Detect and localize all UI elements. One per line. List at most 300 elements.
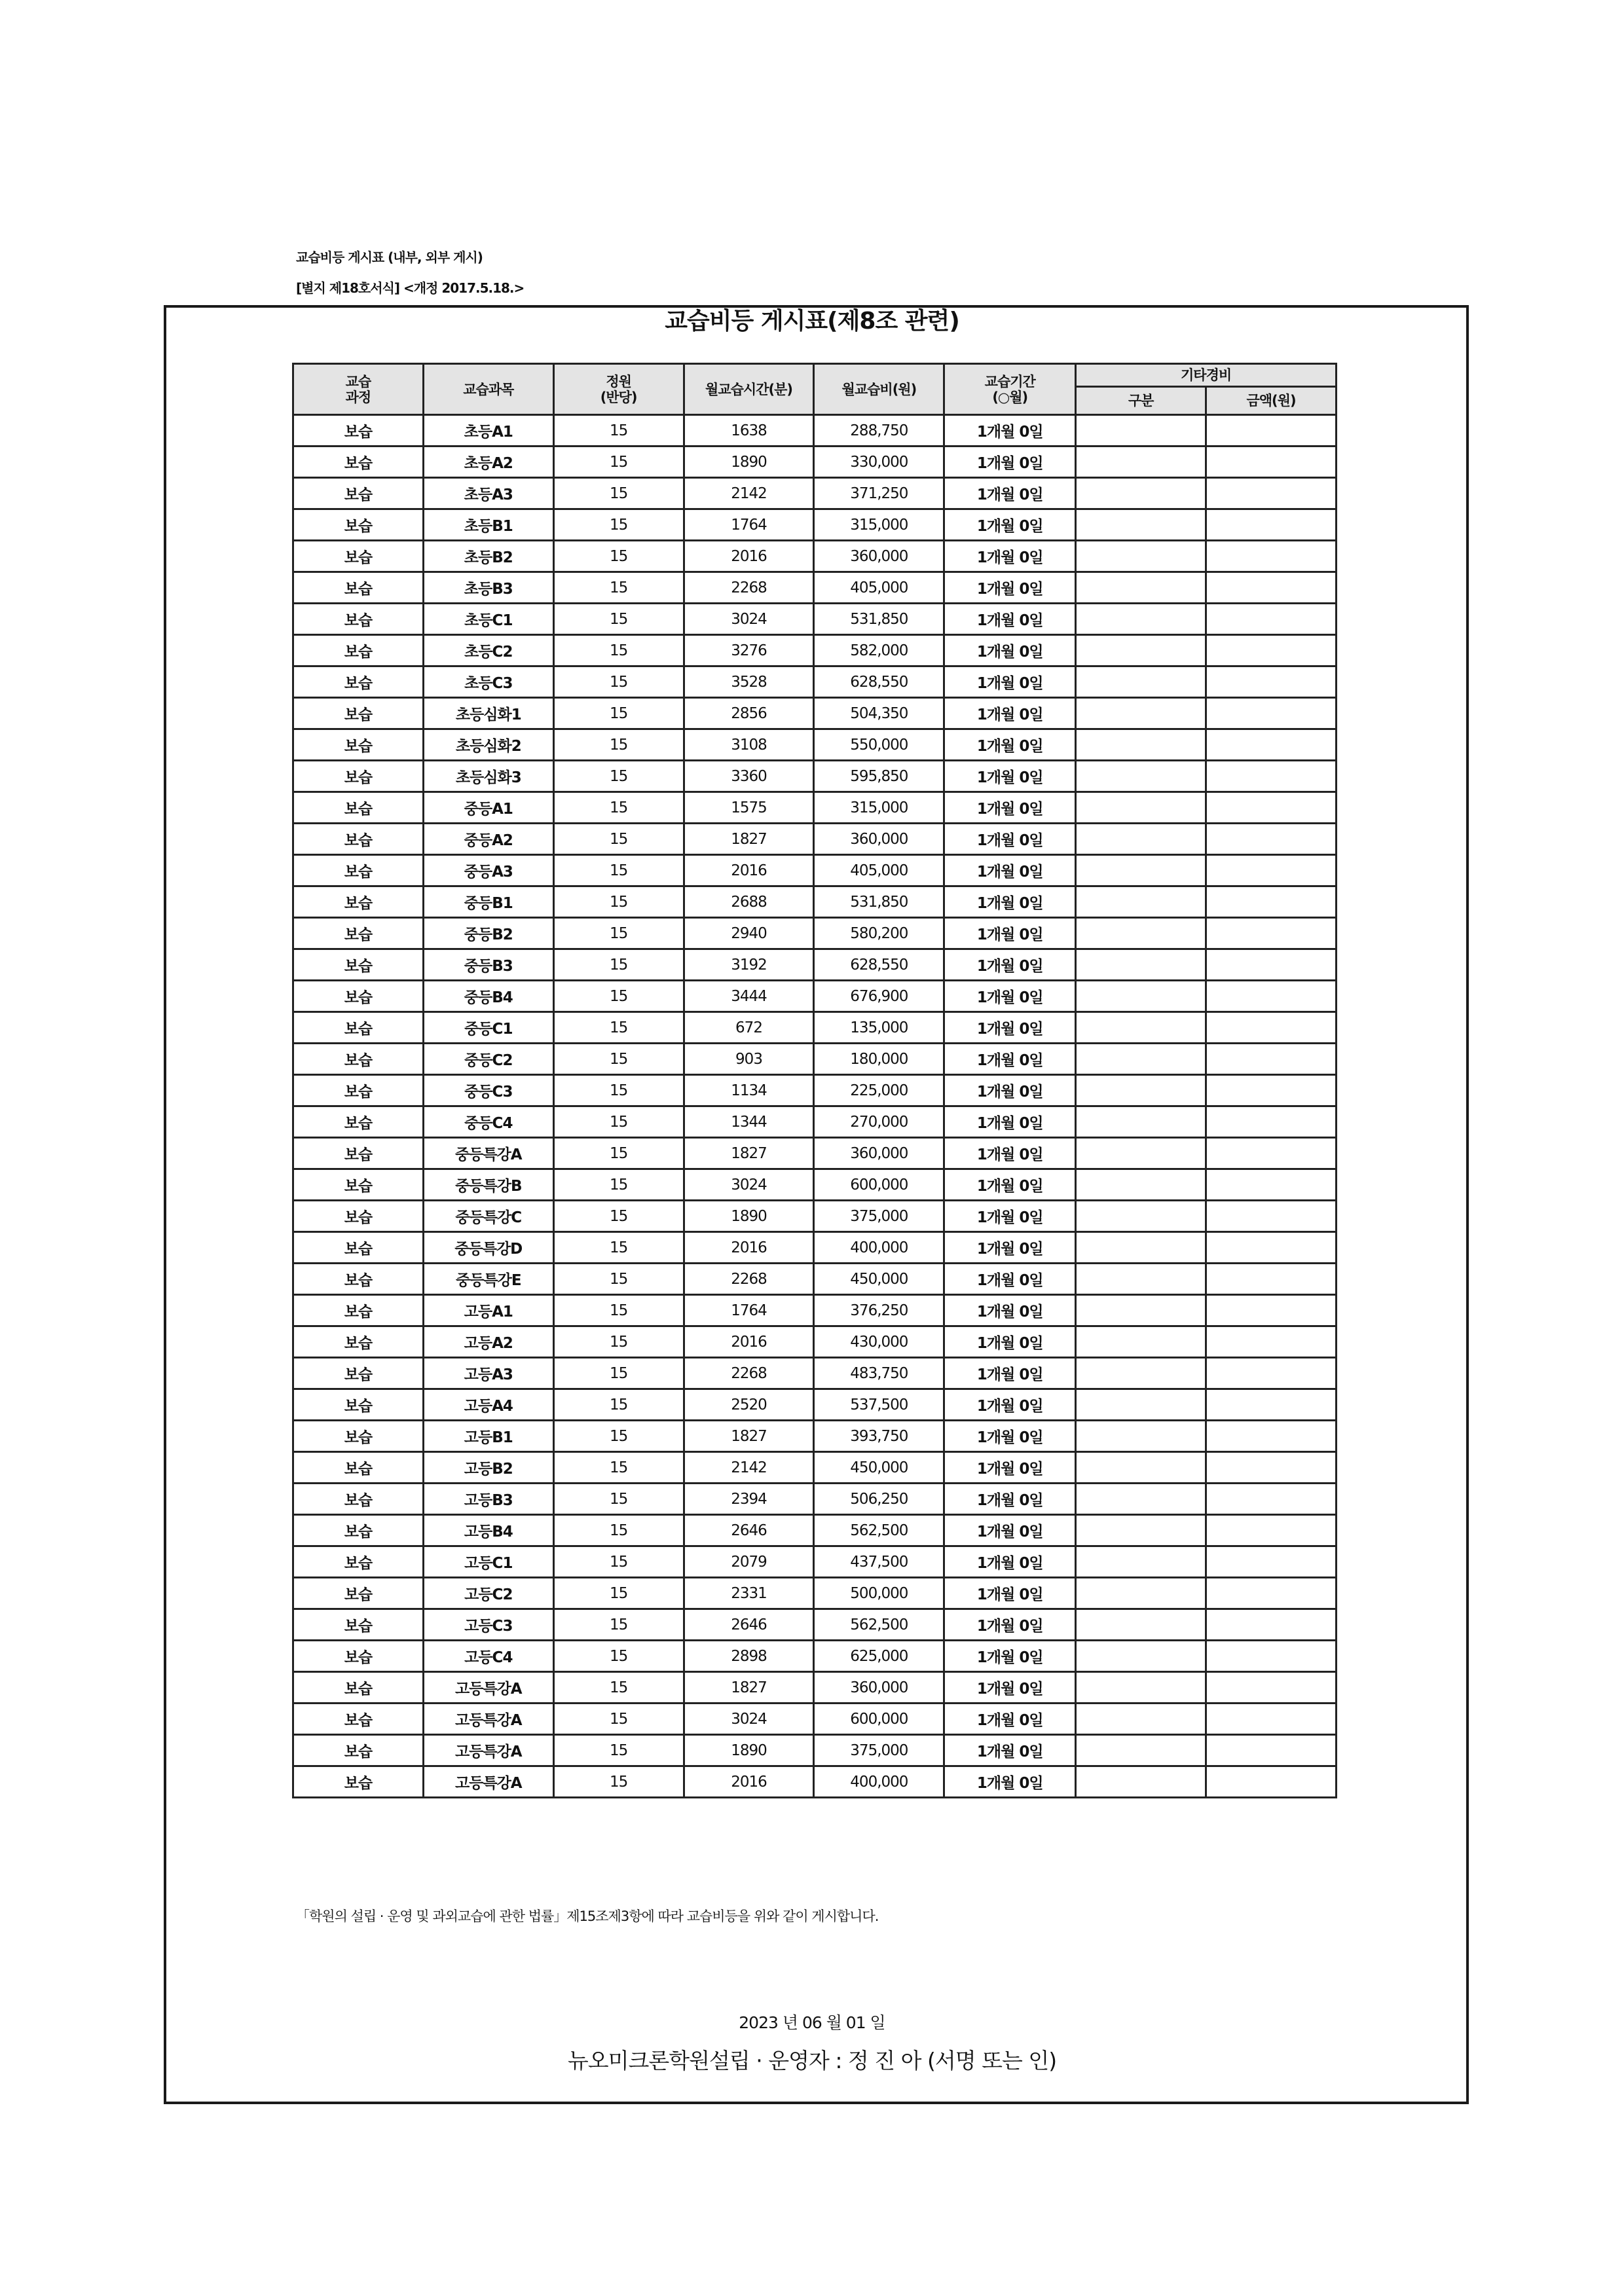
cell-period: 1개월 0일 <box>944 886 1076 918</box>
cell-other-amount <box>1206 1609 1337 1641</box>
cell-capacity: 15 <box>553 1358 684 1389</box>
cell-monthly-fee: 315,000 <box>814 792 944 824</box>
cell-subject: 중등B2 <box>423 918 553 949</box>
table-row <box>293 855 1337 886</box>
table-row <box>293 1578 1337 1609</box>
cell-other-amount <box>1206 1044 1337 1075</box>
cell-monthly-minutes: 2016 <box>684 1326 814 1358</box>
cell-other-category <box>1076 1766 1206 1798</box>
cell-subject: 초등A2 <box>423 446 553 478</box>
cell-process: 보습 <box>293 981 424 1012</box>
cell-monthly-minutes: 1134 <box>684 1075 814 1106</box>
cell-monthly-fee: 500,000 <box>814 1578 944 1609</box>
fee-table <box>292 363 1337 1798</box>
cell-other-category <box>1076 855 1206 886</box>
table-row <box>293 1641 1337 1672</box>
cell-other-amount <box>1206 541 1337 572</box>
table-row <box>293 1326 1337 1358</box>
cell-process: 보습 <box>293 1704 424 1735</box>
cell-monthly-fee: 360,000 <box>814 1138 944 1169</box>
cell-capacity: 15 <box>553 1201 684 1232</box>
cell-monthly-minutes: 2268 <box>684 1264 814 1295</box>
cell-process: 보습 <box>293 1421 424 1452</box>
cell-other-category <box>1076 1295 1206 1326</box>
cell-subject: 초등A1 <box>423 415 553 446</box>
cell-monthly-minutes: 3276 <box>684 635 814 666</box>
cell-monthly-minutes: 2394 <box>684 1484 814 1515</box>
cell-subject: 초등B3 <box>423 572 553 604</box>
cell-monthly-fee: 375,000 <box>814 1201 944 1232</box>
cell-capacity: 15 <box>553 509 684 541</box>
cell-period: 1개월 0일 <box>944 446 1076 478</box>
cell-other-amount <box>1206 509 1337 541</box>
table-row <box>293 1169 1337 1201</box>
cell-period: 1개월 0일 <box>944 666 1076 698</box>
table-row <box>293 1546 1337 1578</box>
table-row <box>293 446 1337 478</box>
cell-period: 1개월 0일 <box>944 1515 1076 1546</box>
cell-other-amount <box>1206 1766 1337 1798</box>
cell-other-category <box>1076 792 1206 824</box>
cell-subject: 초등C3 <box>423 666 553 698</box>
cell-subject: 중등특강B <box>423 1169 553 1201</box>
cell-period: 1개월 0일 <box>944 415 1076 446</box>
cell-capacity: 15 <box>553 635 684 666</box>
cell-capacity: 15 <box>553 1578 684 1609</box>
cell-other-category <box>1076 886 1206 918</box>
cell-other-category <box>1076 1106 1206 1138</box>
cell-other-amount <box>1206 981 1337 1012</box>
document-pre-title: 교습비등 게시표 (내부, 외부 게시) <box>296 249 483 265</box>
cell-other-amount <box>1206 1201 1337 1232</box>
form-reference: [별지 제18호서식] <개정 2017.5.18.> <box>296 280 525 296</box>
cell-process: 보습 <box>293 1264 424 1295</box>
cell-capacity: 15 <box>553 1484 684 1515</box>
table-row <box>293 478 1337 509</box>
cell-monthly-minutes: 2331 <box>684 1578 814 1609</box>
cell-capacity: 15 <box>553 1232 684 1264</box>
table-row <box>293 824 1337 855</box>
cell-other-amount <box>1206 604 1337 635</box>
table-row <box>293 1609 1337 1641</box>
cell-monthly-fee: 676,900 <box>814 981 944 1012</box>
cell-other-category <box>1076 446 1206 478</box>
cell-subject: 고등특강A <box>423 1672 553 1704</box>
cell-monthly-fee: 504,350 <box>814 698 944 729</box>
cell-other-category <box>1076 1075 1206 1106</box>
cell-period: 1개월 0일 <box>944 1295 1076 1326</box>
col-header-other-expenses <box>1076 364 1337 387</box>
col-header-period-label: 교습기간 (○월) <box>984 373 1035 405</box>
cell-subject: 고등C3 <box>423 1609 553 1641</box>
cell-capacity: 15 <box>553 666 684 698</box>
cell-other-amount <box>1206 918 1337 949</box>
cell-capacity: 15 <box>553 1672 684 1704</box>
cell-other-category <box>1076 1452 1206 1484</box>
cell-period: 1개월 0일 <box>944 855 1076 886</box>
cell-other-amount <box>1206 1075 1337 1106</box>
cell-capacity: 15 <box>553 1421 684 1452</box>
cell-other-category <box>1076 1704 1206 1735</box>
cell-monthly-minutes: 2142 <box>684 478 814 509</box>
cell-monthly-minutes: 1344 <box>684 1106 814 1138</box>
cell-monthly-fee: 562,500 <box>814 1609 944 1641</box>
table-row <box>293 635 1337 666</box>
col-header-process <box>293 364 424 415</box>
cell-other-amount <box>1206 1421 1337 1452</box>
cell-period: 1개월 0일 <box>944 635 1076 666</box>
cell-monthly-fee: 371,250 <box>814 478 944 509</box>
cell-other-amount <box>1206 1326 1337 1358</box>
cell-process: 보습 <box>293 886 424 918</box>
cell-monthly-fee: 400,000 <box>814 1232 944 1264</box>
cell-monthly-fee: 550,000 <box>814 729 944 761</box>
cell-period: 1개월 0일 <box>944 981 1076 1012</box>
cell-other-category <box>1076 1264 1206 1295</box>
table-row <box>293 1389 1337 1421</box>
table-row <box>293 886 1337 918</box>
cell-monthly-minutes: 1890 <box>684 1735 814 1766</box>
table-row <box>293 949 1337 981</box>
cell-period: 1개월 0일 <box>944 1766 1076 1798</box>
cell-other-amount <box>1206 949 1337 981</box>
cell-other-category <box>1076 1609 1206 1641</box>
legal-notice: 「학원의 설립 · 운영 및 과외교습에 관한 법률」제15조제3항에 따라 교습비등을 위와 같이 게시합니다. <box>296 1908 879 1924</box>
col-header-other-category-label: 구분 <box>1128 393 1154 409</box>
table-row <box>293 509 1337 541</box>
cell-subject: 초등심화2 <box>423 729 553 761</box>
cell-period: 1개월 0일 <box>944 761 1076 792</box>
cell-period: 1개월 0일 <box>944 1358 1076 1389</box>
cell-monthly-minutes: 2016 <box>684 1232 814 1264</box>
cell-period: 1개월 0일 <box>944 1169 1076 1201</box>
cell-subject: 초등B2 <box>423 541 553 572</box>
cell-monthly-minutes: 1827 <box>684 1138 814 1169</box>
cell-period: 1개월 0일 <box>944 1389 1076 1421</box>
cell-monthly-fee: 375,000 <box>814 1735 944 1766</box>
cell-monthly-minutes: 3192 <box>684 949 814 981</box>
cell-monthly-minutes: 3024 <box>684 1169 814 1201</box>
cell-capacity: 15 <box>553 981 684 1012</box>
posting-date: 2023 년 06 월 01 일 <box>739 2013 885 2032</box>
operator-signature-line: 뉴오미크론학원설립 · 운영자 : 정 진 아 (서명 또는 인) <box>567 2048 1057 2073</box>
cell-other-amount <box>1206 635 1337 666</box>
cell-other-amount <box>1206 1515 1337 1546</box>
cell-period: 1개월 0일 <box>944 729 1076 761</box>
cell-other-amount <box>1206 1578 1337 1609</box>
cell-monthly-fee: 600,000 <box>814 1169 944 1201</box>
cell-capacity: 15 <box>553 1075 684 1106</box>
cell-other-amount <box>1206 792 1337 824</box>
cell-process: 보습 <box>293 1546 424 1578</box>
cell-capacity: 15 <box>553 1295 684 1326</box>
table-row <box>293 1232 1337 1264</box>
cell-monthly-minutes: 3360 <box>684 761 814 792</box>
cell-period: 1개월 0일 <box>944 1578 1076 1609</box>
cell-subject: 중등특강D <box>423 1232 553 1264</box>
cell-period: 1개월 0일 <box>944 1044 1076 1075</box>
table-row <box>293 1012 1337 1044</box>
cell-other-category <box>1076 1389 1206 1421</box>
cell-other-amount <box>1206 1106 1337 1138</box>
cell-other-category <box>1076 1578 1206 1609</box>
cell-monthly-minutes: 1764 <box>684 1295 814 1326</box>
table-row <box>293 1452 1337 1484</box>
cell-capacity: 15 <box>553 729 684 761</box>
cell-period: 1개월 0일 <box>944 918 1076 949</box>
cell-monthly-minutes: 2646 <box>684 1609 814 1641</box>
cell-capacity: 15 <box>553 1044 684 1075</box>
cell-capacity: 15 <box>553 478 684 509</box>
cell-process: 보습 <box>293 1672 424 1704</box>
cell-capacity: 15 <box>553 1515 684 1546</box>
cell-subject: 고등B4 <box>423 1515 553 1546</box>
cell-monthly-minutes: 3024 <box>684 1704 814 1735</box>
cell-other-category <box>1076 1358 1206 1389</box>
cell-period: 1개월 0일 <box>944 824 1076 855</box>
cell-subject: 중등C1 <box>423 1012 553 1044</box>
cell-monthly-minutes: 2016 <box>684 1766 814 1798</box>
cell-monthly-minutes: 2688 <box>684 886 814 918</box>
cell-other-category <box>1076 1044 1206 1075</box>
col-header-capacity-label: 정원 (반당) <box>600 373 637 405</box>
cell-monthly-fee: 400,000 <box>814 1766 944 1798</box>
cell-subject: 초등심화3 <box>423 761 553 792</box>
cell-capacity: 15 <box>553 1766 684 1798</box>
cell-process: 보습 <box>293 1201 424 1232</box>
col-header-other-amount <box>1206 387 1337 415</box>
col-header-other-category <box>1076 387 1206 415</box>
cell-monthly-minutes: 1827 <box>684 824 814 855</box>
cell-period: 1개월 0일 <box>944 1264 1076 1295</box>
cell-monthly-minutes: 2079 <box>684 1546 814 1578</box>
cell-other-amount <box>1206 1452 1337 1484</box>
cell-monthly-minutes: 2898 <box>684 1641 814 1672</box>
cell-process: 보습 <box>293 1609 424 1641</box>
cell-monthly-fee: 135,000 <box>814 1012 944 1044</box>
cell-period: 1개월 0일 <box>944 1106 1076 1138</box>
table-row <box>293 415 1337 446</box>
cell-period: 1개월 0일 <box>944 541 1076 572</box>
cell-capacity: 15 <box>553 1264 684 1295</box>
cell-capacity: 15 <box>553 1169 684 1201</box>
cell-other-amount <box>1206 478 1337 509</box>
table-row <box>293 541 1337 572</box>
cell-monthly-minutes: 2940 <box>684 918 814 949</box>
cell-subject: 중등C2 <box>423 1044 553 1075</box>
col-header-monthly-fee <box>814 364 944 415</box>
cell-monthly-minutes: 1827 <box>684 1421 814 1452</box>
cell-process: 보습 <box>293 729 424 761</box>
cell-monthly-fee: 628,550 <box>814 666 944 698</box>
cell-other-category <box>1076 729 1206 761</box>
cell-other-amount <box>1206 1641 1337 1672</box>
cell-period: 1개월 0일 <box>944 1704 1076 1735</box>
cell-other-category <box>1076 666 1206 698</box>
cell-subject: 중등특강C <box>423 1201 553 1232</box>
table-row <box>293 918 1337 949</box>
cell-period: 1개월 0일 <box>944 1421 1076 1452</box>
cell-period: 1개월 0일 <box>944 1201 1076 1232</box>
cell-other-category <box>1076 981 1206 1012</box>
cell-process: 보습 <box>293 1766 424 1798</box>
cell-capacity: 15 <box>553 761 684 792</box>
cell-process: 보습 <box>293 1326 424 1358</box>
fee-table-header <box>293 364 1337 415</box>
cell-other-amount <box>1206 855 1337 886</box>
cell-process: 보습 <box>293 1232 424 1264</box>
cell-other-amount <box>1206 1672 1337 1704</box>
cell-subject: 고등A4 <box>423 1389 553 1421</box>
col-header-monthly-minutes-label: 월교습시간(분) <box>705 381 792 397</box>
cell-subject: 고등C2 <box>423 1578 553 1609</box>
cell-subject: 중등B1 <box>423 886 553 918</box>
cell-other-amount <box>1206 1546 1337 1578</box>
cell-monthly-fee: 450,000 <box>814 1452 944 1484</box>
cell-capacity: 15 <box>553 1326 684 1358</box>
cell-monthly-minutes: 1575 <box>684 792 814 824</box>
cell-other-category <box>1076 1326 1206 1358</box>
cell-process: 보습 <box>293 1578 424 1609</box>
col-header-monthly-minutes <box>684 364 814 415</box>
cell-process: 보습 <box>293 1735 424 1766</box>
cell-monthly-fee: 288,750 <box>814 415 944 446</box>
cell-period: 1개월 0일 <box>944 949 1076 981</box>
cell-monthly-minutes: 2520 <box>684 1389 814 1421</box>
cell-process: 보습 <box>293 415 424 446</box>
cell-capacity: 15 <box>553 541 684 572</box>
col-header-monthly-fee-label: 월교습비(원) <box>841 381 917 397</box>
cell-period: 1개월 0일 <box>944 572 1076 604</box>
cell-capacity: 15 <box>553 1452 684 1484</box>
col-header-other-expenses-label: 기타경비 <box>1181 367 1232 383</box>
table-row <box>293 1421 1337 1452</box>
cell-capacity: 15 <box>553 415 684 446</box>
cell-monthly-minutes: 2646 <box>684 1515 814 1546</box>
cell-subject: 고등B3 <box>423 1484 553 1515</box>
cell-process: 보습 <box>293 635 424 666</box>
cell-other-category <box>1076 415 1206 446</box>
table-row <box>293 1704 1337 1735</box>
cell-monthly-minutes: 1890 <box>684 1201 814 1232</box>
cell-other-amount <box>1206 666 1337 698</box>
cell-subject: 고등A1 <box>423 1295 553 1326</box>
table-row <box>293 761 1337 792</box>
cell-other-amount <box>1206 1012 1337 1044</box>
cell-other-amount <box>1206 572 1337 604</box>
cell-capacity: 15 <box>553 1735 684 1766</box>
cell-subject: 고등특강A <box>423 1766 553 1798</box>
table-row <box>293 1138 1337 1169</box>
table-row <box>293 1358 1337 1389</box>
cell-process: 보습 <box>293 1484 424 1515</box>
cell-monthly-fee: 537,500 <box>814 1389 944 1421</box>
cell-process: 보습 <box>293 1641 424 1672</box>
cell-capacity: 15 <box>553 1609 684 1641</box>
cell-process: 보습 <box>293 1138 424 1169</box>
cell-monthly-minutes: 2142 <box>684 1452 814 1484</box>
table-row <box>293 1735 1337 1766</box>
cell-monthly-minutes: 1764 <box>684 509 814 541</box>
cell-other-amount <box>1206 1295 1337 1326</box>
cell-monthly-minutes: 903 <box>684 1044 814 1075</box>
cell-monthly-fee: 360,000 <box>814 541 944 572</box>
cell-monthly-fee: 580,200 <box>814 918 944 949</box>
cell-process: 보습 <box>293 824 424 855</box>
cell-period: 1개월 0일 <box>944 1012 1076 1044</box>
cell-monthly-minutes: 3108 <box>684 729 814 761</box>
cell-capacity: 15 <box>553 604 684 635</box>
cell-capacity: 15 <box>553 1138 684 1169</box>
cell-period: 1개월 0일 <box>944 1075 1076 1106</box>
cell-monthly-fee: 270,000 <box>814 1106 944 1138</box>
cell-process: 보습 <box>293 1075 424 1106</box>
cell-period: 1개월 0일 <box>944 1735 1076 1766</box>
cell-process: 보습 <box>293 1012 424 1044</box>
cell-period: 1개월 0일 <box>944 478 1076 509</box>
cell-subject: 고등C4 <box>423 1641 553 1672</box>
cell-process: 보습 <box>293 855 424 886</box>
cell-process: 보습 <box>293 1452 424 1484</box>
cell-other-category <box>1076 509 1206 541</box>
cell-process: 보습 <box>293 792 424 824</box>
cell-process: 보습 <box>293 572 424 604</box>
table-row <box>293 1201 1337 1232</box>
cell-subject: 고등C1 <box>423 1546 553 1578</box>
cell-process: 보습 <box>293 761 424 792</box>
cell-monthly-minutes: 1890 <box>684 446 814 478</box>
cell-monthly-fee: 531,850 <box>814 604 944 635</box>
cell-capacity: 15 <box>553 824 684 855</box>
col-header-other-amount-label: 금액(원) <box>1246 393 1296 409</box>
cell-process: 보습 <box>293 1358 424 1389</box>
cell-subject: 고등특강A <box>423 1735 553 1766</box>
cell-monthly-fee: 330,000 <box>814 446 944 478</box>
cell-capacity: 15 <box>553 886 684 918</box>
cell-capacity: 15 <box>553 698 684 729</box>
cell-monthly-fee: 628,550 <box>814 949 944 981</box>
table-row <box>293 792 1337 824</box>
cell-monthly-minutes: 672 <box>684 1012 814 1044</box>
cell-monthly-minutes: 3528 <box>684 666 814 698</box>
cell-other-category <box>1076 1421 1206 1452</box>
cell-subject: 초등A3 <box>423 478 553 509</box>
cell-period: 1개월 0일 <box>944 1138 1076 1169</box>
cell-monthly-minutes: 2268 <box>684 572 814 604</box>
cell-subject: 초등C1 <box>423 604 553 635</box>
cell-period: 1개월 0일 <box>944 1672 1076 1704</box>
cell-monthly-fee: 376,250 <box>814 1295 944 1326</box>
cell-other-category <box>1076 635 1206 666</box>
cell-other-category <box>1076 1169 1206 1201</box>
cell-other-amount <box>1206 1358 1337 1389</box>
cell-other-category <box>1076 572 1206 604</box>
cell-other-amount <box>1206 1484 1337 1515</box>
cell-period: 1개월 0일 <box>944 1452 1076 1484</box>
cell-other-category <box>1076 1672 1206 1704</box>
cell-process: 보습 <box>293 698 424 729</box>
cell-monthly-fee: 483,750 <box>814 1358 944 1389</box>
cell-monthly-fee: 582,000 <box>814 635 944 666</box>
cell-subject: 초등C2 <box>423 635 553 666</box>
cell-other-amount <box>1206 1264 1337 1295</box>
table-row <box>293 1672 1337 1704</box>
cell-process: 보습 <box>293 509 424 541</box>
cell-monthly-fee: 180,000 <box>814 1044 944 1075</box>
cell-other-category <box>1076 1641 1206 1672</box>
cell-period: 1개월 0일 <box>944 1546 1076 1578</box>
cell-other-amount <box>1206 1704 1337 1735</box>
